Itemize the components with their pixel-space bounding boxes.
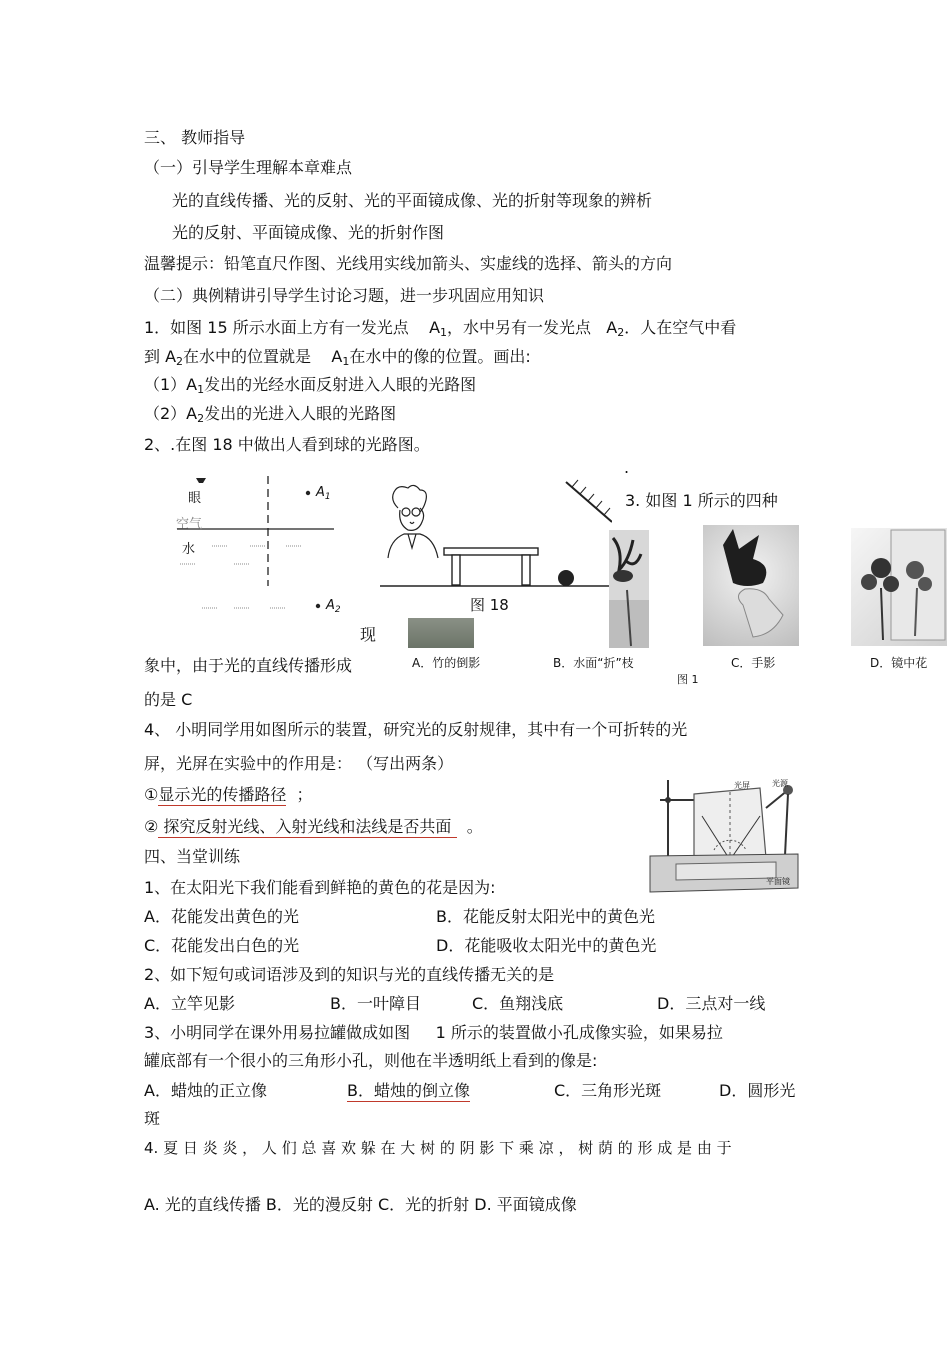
- photo-bamboo-reflection: [408, 618, 474, 648]
- water-label: 水: [182, 542, 196, 557]
- q1-line2: 到 $A_2$在水中的位置就是 $A_1$在水中的像的位置。画出:: [144, 347, 531, 368]
- t1-option-d: D．花能吸收太阳光中的黄色光: [436, 936, 657, 955]
- section4-title: 四、当堂训练: [144, 847, 241, 866]
- ball: [558, 570, 574, 586]
- q1-part2: $(2)A_2$发出的光进入人眼的光路图: [144, 404, 397, 425]
- t4-question: 4. 夏 日 炎 炎 ， 人 们 总 喜 欢 躲 在 大 树 的 阴 影 下 乘 凉 ， 树 荫 的 形 成 是 由 于: [144, 1139, 732, 1157]
- q3-line3: 象中，由于光的直线传播形成: [144, 656, 353, 675]
- q3-line4: 的是 C: [144, 690, 193, 709]
- q1-line1: 1．如图 15 所示水面上方有一发光点 $A_1$，水中另有一发光点 $A_2$．人在空气中看: [144, 318, 737, 339]
- fig1-caption-a: A．竹的倒影: [412, 656, 481, 670]
- a1-dot: [306, 491, 310, 495]
- apparatus-label-mirror: 平面镜: [766, 877, 790, 886]
- apparatus-label-screen: 光屏: [734, 781, 750, 790]
- air-label: 空气: [176, 517, 203, 532]
- a2-label: $A_2$: [326, 598, 341, 615]
- eye-label: 眼: [188, 491, 202, 506]
- t1-question: 1、在太阳光下我们能看到鲜艳的黄色的花是因为:: [144, 878, 496, 897]
- q1-part1: $(1)A_1$发出的光经水面反射进入人眼的光路图: [144, 375, 477, 396]
- section3-sub1: （一）引导学生理解本章难点: [144, 158, 353, 177]
- fig1-caption-c: C．手影: [731, 656, 776, 670]
- section3-point2: 光的反射、平面镜成像、光的折射作图: [172, 223, 445, 242]
- t1-option-c: C．花能发出白色的光: [144, 936, 300, 955]
- eye-icon: [196, 478, 206, 483]
- t3-option-d-cont: 斑: [144, 1109, 161, 1128]
- q2-text: 2、.在图 18 中做出人看到球的光路图。: [144, 435, 430, 454]
- t3-line2: 罐底部有一个很小的三角形小孔，则他在半透明纸上看到的像是:: [144, 1051, 598, 1070]
- a1-label: $A_1$: [316, 485, 331, 502]
- q3-dot: .: [624, 458, 630, 477]
- section3-tip: 温馨提示：铅笔直尺作图、光线用实线加箭头、实虚线的选择、箭头的方向: [144, 254, 673, 273]
- apparatus-label-source: 光源: [772, 779, 788, 788]
- section3-title: 三、 教师指导: [144, 128, 246, 147]
- q3-line1: 3. 如图 1 所示的四种: [625, 491, 778, 510]
- q4-answer1: ①显示光的传播路径 ；: [144, 785, 313, 804]
- t2-option-d: D．三点对一线: [657, 994, 766, 1013]
- t1-option-b: B．花能反射太阳光中的黄色光: [436, 907, 655, 926]
- q4-line1: 4、 小明同学用如图所示的装置，研究光的反射规律，其中有一个可折转的光: [144, 720, 688, 739]
- t2-option-c: C．鱼翔浅底: [472, 994, 564, 1013]
- t3-option-b: B．蜡烛的倒立像: [347, 1081, 470, 1100]
- t4-options: A. 光的直线传播 B．光的漫反射 C．光的折射 D. 平面镜成像: [144, 1195, 577, 1214]
- t1-option-a: A．花能发出黄色的光: [144, 907, 299, 926]
- a2-dot: [316, 604, 320, 608]
- q4-answer2: ② 探究反射光线、入射光线和法线是否共面 。: [144, 817, 483, 836]
- fig1-label: 图 1: [677, 673, 699, 686]
- fig1-caption-b: B．水面“折”枝: [553, 656, 634, 670]
- figure-18: [380, 478, 612, 618]
- photo-mirror-flower: [851, 528, 947, 646]
- t3-option-d: D．圆形光: [719, 1081, 796, 1100]
- fig1-caption-d: D．镜中花: [870, 656, 928, 670]
- q3-line2: 现: [360, 625, 377, 644]
- photo-bent-branch: [609, 530, 649, 648]
- t2-option-a: A．立竿见影: [144, 994, 235, 1013]
- section3-point1: 光的直线传播、光的反射、光的平面镜成像、光的折射等现象的辨析: [172, 191, 653, 210]
- t2-option-b: B．一叶障目: [330, 994, 421, 1013]
- t2-question: 2、如下短句或词语涉及到的知识与光的直线传播无关的是: [144, 965, 555, 984]
- section3-sub2: （二）典例精讲引导学生讨论习题，进一步巩固应用知识: [144, 286, 545, 305]
- person-figure: [388, 485, 438, 558]
- photo-hand-shadow: [703, 525, 799, 646]
- t3-option-c: C．三角形光斑: [554, 1081, 662, 1100]
- figure-18-caption: 图 18: [470, 596, 509, 614]
- reflection-apparatus-figure: [648, 776, 800, 896]
- q4-line2: 屏，光屏在实验中的作用是： （写出两条）: [144, 754, 454, 773]
- t3-line1: 3、小明同学在课外用易拉罐做成如图 1 所示的装置做小孔成像实验，如果易拉: [144, 1023, 723, 1042]
- t3-option-a: A．蜡烛的正立像: [144, 1081, 267, 1100]
- figure-15: [176, 474, 346, 624]
